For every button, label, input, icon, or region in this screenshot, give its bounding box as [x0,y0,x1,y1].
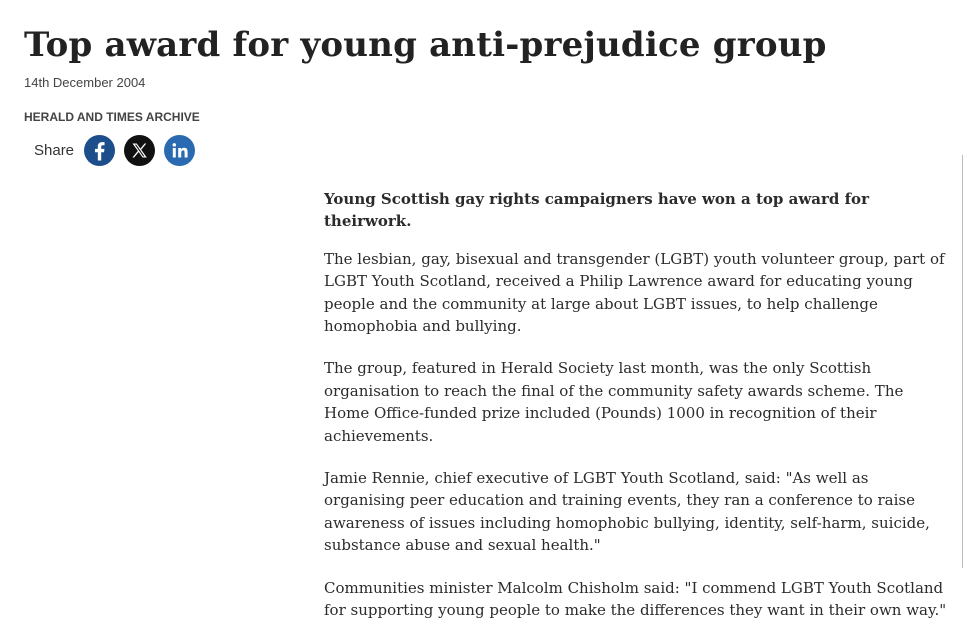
page-edge-divider [962,155,963,568]
article-date: 14th December 2004 [24,75,146,90]
share-label: Share [34,141,75,159]
share-linkedin-button[interactable] [164,135,195,166]
article-paragraph: The group, featured in Herald Society last month, was the only Scottish organisation to reach the final of the community safety awards scheme. The Home Office-funded prize included (Pounds) 1000 in recognition of their achievements. [324,359,904,445]
article-title: Top award for young anti-prejudice group [24,25,827,65]
share-x-button[interactable] [124,135,155,166]
linkedin-icon [164,135,195,166]
article-lead: Young Scottish gay rights campaigners have won a top award for theirwork. [324,190,869,231]
article-body [324,188,948,642]
article-paragraph: Communities minister Malcolm Chisholm said: "I commend LGBT Youth Scotland for supporting young people to make the differences they want in their own way." [324,578,947,620]
article-paragraph: The lesbian, gay, bisexual and transgender (LGBT) youth volunteer group, part of LGBT Youth Scotland, received a Philip Lawrence award for educating young people and the community at large about LGBT issues, to help challenge homophobia and bullying. [324,249,945,336]
article-source[interactable]: HERALD AND TIMES ARCHIVE [24,110,200,124]
x-icon [124,135,155,166]
facebook-icon [84,135,115,166]
share-facebook-button[interactable] [84,135,115,166]
article-paragraph: Jamie Rennie, chief executive of LGBT Youth Scotland, said: "As well as organising peer education and training events, they ran a conference to raise awareness of issues including homophobic bullying, identity, self-harm, suicide, substance abuse and sexual health." [324,469,930,555]
share-bar [34,134,204,166]
